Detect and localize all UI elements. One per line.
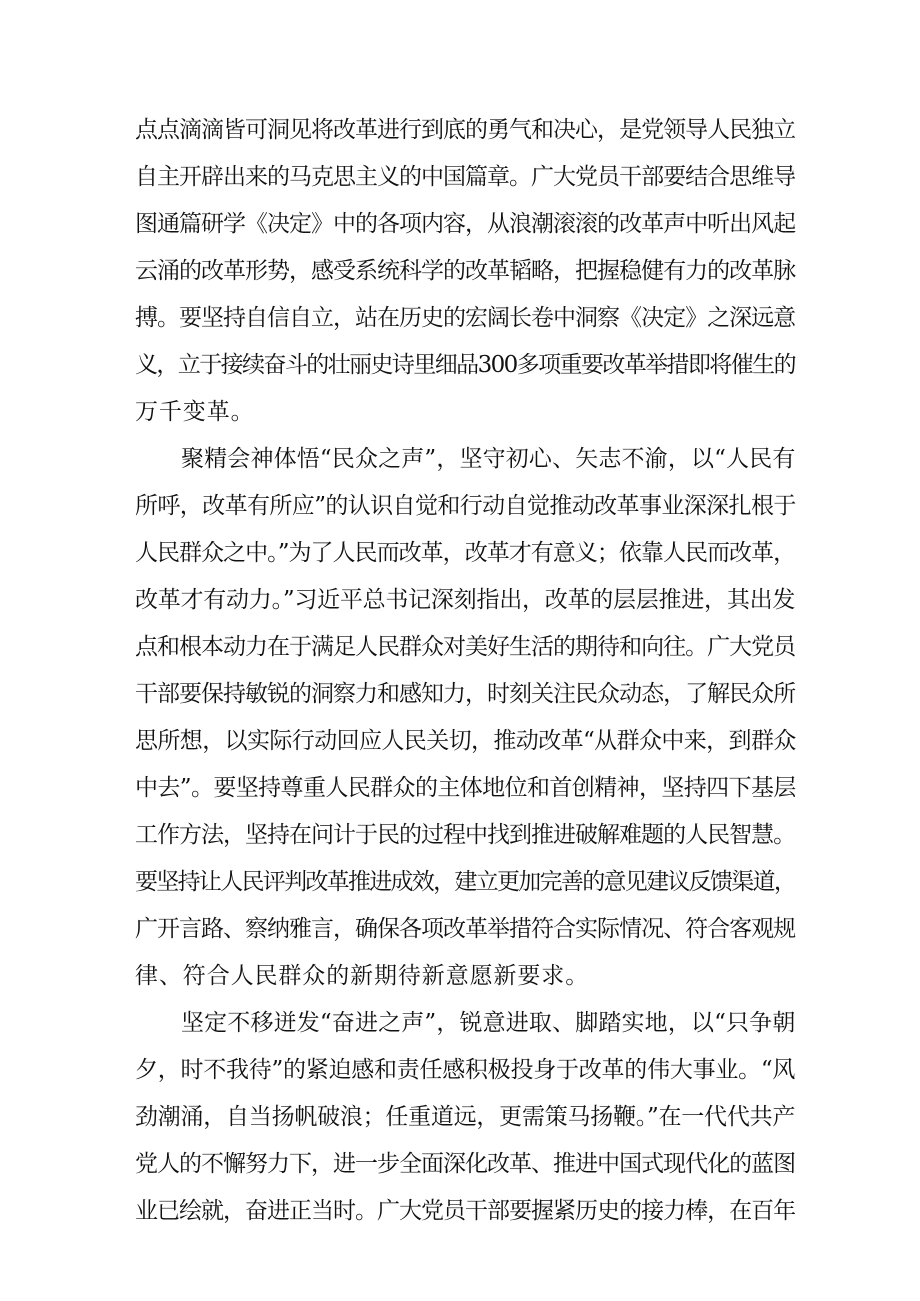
text-line: 万千变革。	[135, 399, 255, 425]
text-line: 干部要保持敏锐的洞察力和感知力，时刻关注民众动态，了解民众所	[135, 681, 795, 707]
paragraph-first-line: 坚定不移迸发“奋进之声”，锐意进取、脚踏实地，以“只争朝	[181, 1010, 796, 1036]
text-line: 图通篇研学《决定》中的各项内容，从浪潮滚滚的改革声中听出风起	[135, 211, 795, 237]
text-line: 劲潮涌，自当扬帆破浪；任重道远，更需策马扬鞭。”在一代代共产	[135, 1104, 795, 1130]
text-line: 点点滴滴皆可洞见将改革进行到底的勇气和决心，是党领导人民独立	[135, 117, 795, 143]
text-line: 中去”。要坚持尊重人民群众的主体地位和首创精神，坚持四下基层	[135, 775, 796, 801]
text-line: 思所想，以实际行动回应人民关切，推动改革“从群众中来，到群众	[135, 728, 796, 754]
text-line: 改革才有动力。”习近平总书记深刻指出，改革的层层推进，其出发	[135, 587, 795, 613]
text-line: 律、符合人民群众的新期待新意愿新要求。	[135, 963, 590, 989]
text-line: 广开言路、察纳雅言，确保各项改革举措符合实际情况、符合客观规	[135, 916, 795, 942]
text-line: 人民群众之中。”为了人民而改革，改革才有意义；依靠人民而改革，	[135, 540, 795, 566]
text-line: 云涌的改革形势，感受系统科学的改革韬略，把握稳健有力的改革脉	[135, 258, 795, 284]
text-line: 点和根本动力在于满足人民群众对美好生活的期待和向往。广大党员	[135, 634, 795, 660]
text-line: 工作方法，坚持在问计于民的过程中找到推进破解难题的人民智慧。	[135, 822, 795, 848]
text-line: 自主开辟出来的马克思主义的中国篇章。广大党员干部要结合思维导	[135, 164, 795, 190]
text-line: 业已绘就，奋进正当时。广大党员干部要握紧历史的接力棒，在百年	[135, 1198, 795, 1224]
paragraph-first-line: 聚精会神体悟“民众之声”，坚守初心、矢志不渝，以“人民有	[181, 446, 796, 472]
text-line: 党人的不懈努力下，进一步全面深化改革、推进中国式现代化的蓝图	[135, 1151, 795, 1177]
text-line: 搏。要坚持自信自立，站在历史的宏阔长卷中洞察《决定》之深远意	[135, 305, 795, 331]
text-line: 所呼，改革有所应”的认识自觉和行动自觉推动改革事业深深扎根于	[135, 493, 796, 519]
text-line: 义，立于接续奋斗的壮丽史诗里细品300多项重要改革举措即将催生的	[135, 352, 795, 378]
text-line: 夕，时不我待”的紧迫感和责任感积极投身于改革的伟大事业。“风	[135, 1057, 795, 1083]
text-line: 要坚持让人民评判改革推进成效，建立更加完善的意见建议反馈渠道，	[135, 869, 795, 895]
